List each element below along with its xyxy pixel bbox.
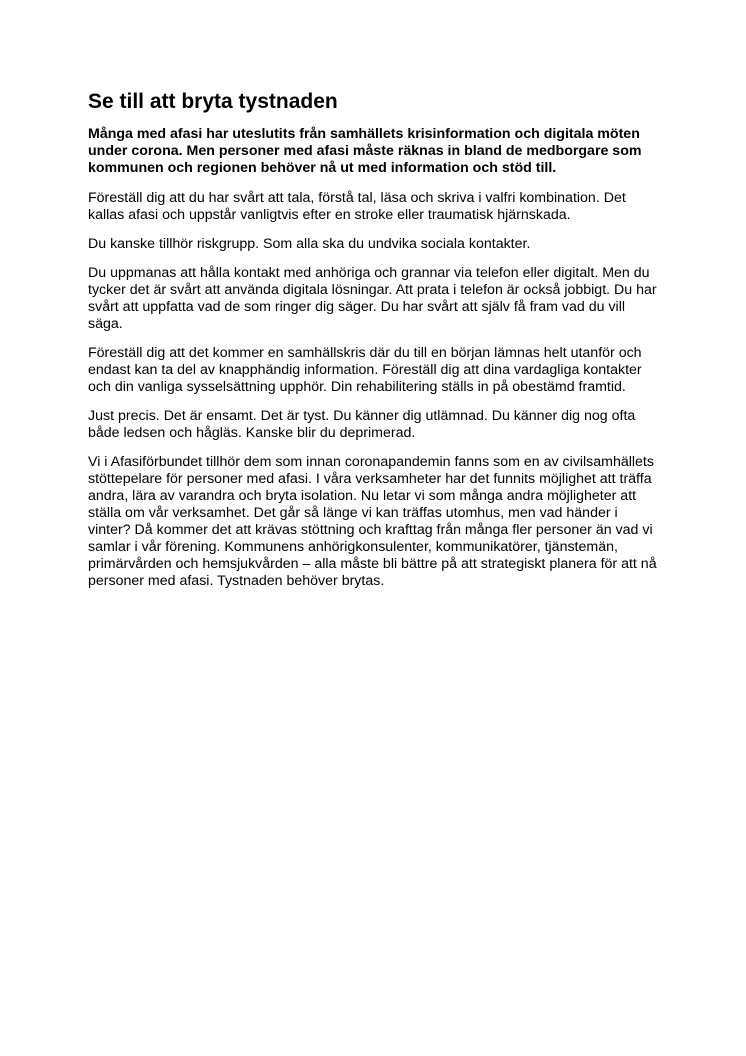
document-page [88, 90, 662, 602]
paragraph: Föreställ dig att det kommer en samhällskris där du till en början lämnas helt utanför och endast kan ta del av knapphändig information. Föreställ dig att dina vardagliga kontakter och din vanliga sysselsättning upphör. Din rehabilitering ställs in på obestämd framtid. [88, 345, 642, 395]
paragraph: Just precis. Det är ensamt. Det är tyst. Du känner dig utlämnad. Du känner dig nog ofta både ledsen och hågläs. Kanske blir du deprimerad. [88, 408, 636, 441]
article-title: Se till att bryta tystnaden [88, 90, 338, 113]
paragraph: Föreställ dig att du har svårt att tala, förstå tal, läsa och skriva i valfri kombination. Det kallas afasi och uppstår vanligtvis efter en stroke eller traumatisk hjärnskada. [88, 190, 626, 223]
paragraph: Du uppmanas att hålla kontakt med anhöriga och grannar via telefon eller digitalt. Men du tycker det är svårt att använda digitala lösningar. Att prata i telefon är också jobbigt. Du har svårt att uppfatta vad de som ringer dig säger. Du har svårt att själv få fram vad du vill säga. [88, 265, 657, 332]
article-lead: Många med afasi har uteslutits från samhällets krisinformation och digitala möten under corona. Men personer med afasi måste räknas in bland de medborgare som kommunen och regionen behöver nå ut med information och stöd till. [88, 126, 642, 176]
paragraph: Du kanske tillhör riskgrupp. Som alla ska du undvika sociala kontakter. [88, 236, 531, 252]
paragraph: Vi i Afasiförbundet tillhör dem som innan coronapandemin fanns som en av civilsamhällets stöttepelare för personer med afasi. I våra verksamheter har det funnits möjlighet att träffa andra, lära av varandra och bryta isolation. Nu letar vi som många andra möjligheter att ställa om vår verksamhet. Det går så länge vi kan träffas utomhus, men vad händer i vinter? Då kommer det att krävas stöttning och krafttag från många fler personer än vad vi samlar i vår förening. Kommunens anhörigkonsulenter, kommunikatörer, tjänstemän, primärvården och hemsjukvården – alla måste bli bättre på att strategiskt planera för att nå personer med afasi. Tystnaden behöver brytas. [88, 454, 657, 589]
